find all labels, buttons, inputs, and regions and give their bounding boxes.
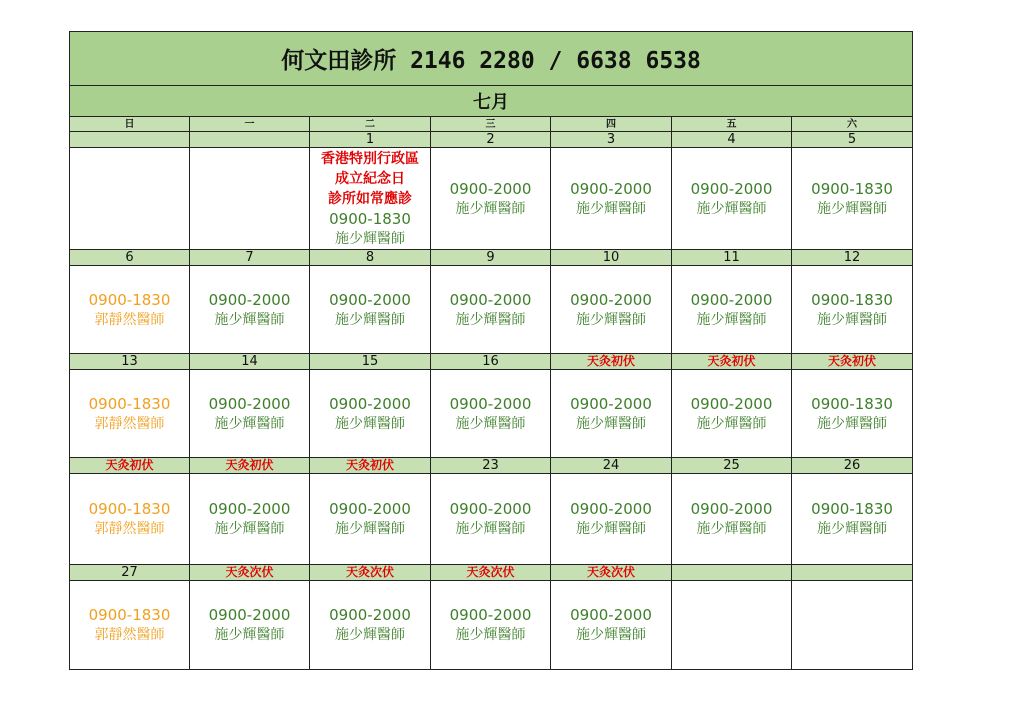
doctor-name: 郭靜然醫師 [94, 521, 165, 537]
date-number [190, 132, 310, 148]
doctor-name: 施少輝醫師 [335, 521, 405, 537]
day-cell [551, 581, 672, 670]
date-number [672, 565, 792, 581]
date-number: 25 [672, 458, 792, 474]
day-cell [431, 370, 551, 458]
date-number: 13 [70, 354, 190, 370]
clinic-hours: 0900-2000 [690, 290, 773, 309]
event-label: 天灸初伏 [792, 354, 913, 370]
clinic-hours: 0900-1830 [88, 290, 171, 309]
clinic-hours: 0900-2000 [570, 179, 652, 198]
date-number [792, 565, 913, 581]
date-number: 3 [551, 132, 672, 148]
doctor-name: 施少輝醫師 [335, 230, 405, 247]
clinic-hours: 0900-2000 [449, 179, 532, 198]
date-number: 23 [431, 458, 551, 474]
clinic-hours: 0900-2000 [449, 500, 532, 518]
date-number: 4 [672, 132, 792, 148]
clinic-hours: 0900-2000 [570, 290, 652, 309]
clinic-hours: 0900-1830 [88, 500, 171, 518]
date-row [70, 354, 913, 370]
doctor-name: 施少輝醫師 [696, 415, 767, 432]
doctor-name: 郭靜然醫師 [94, 311, 165, 328]
date-number: 26 [792, 458, 913, 474]
day-cell [792, 474, 913, 565]
clinic-hours: 0900-2000 [208, 606, 291, 624]
day-cell [190, 266, 310, 354]
day-cell [431, 148, 551, 250]
doctor-name: 施少輝醫師 [576, 415, 646, 432]
weekday-header: 三 [431, 117, 551, 132]
clinic-hours: 0900-1830 [811, 500, 893, 518]
doctor-name: 施少輝醫師 [455, 200, 526, 217]
date-number: 8 [310, 250, 431, 266]
day-cell [792, 266, 913, 354]
doctor-name: 施少輝醫師 [335, 415, 405, 432]
doctor-name: 施少輝醫師 [696, 311, 767, 328]
clinic-hours: 0900-2000 [449, 394, 532, 413]
day-cell [70, 474, 190, 565]
schedule-row [70, 266, 913, 354]
day-cell [792, 370, 913, 458]
doctor-name: 施少輝醫師 [576, 521, 646, 537]
date-number: 11 [672, 250, 792, 266]
event-label: 天灸初伏 [551, 354, 672, 370]
schedule-row [70, 148, 913, 250]
doctor-name: 施少輝醫師 [696, 521, 767, 537]
clinic-hours: 0900-1830 [88, 606, 171, 624]
doctor-name: 施少輝醫師 [214, 521, 285, 537]
doctor-name: 施少輝醫師 [214, 415, 285, 432]
day-cell [431, 581, 551, 670]
day-cell [551, 474, 672, 565]
weekday-header: 一 [190, 117, 310, 132]
event-label: 天灸初伏 [190, 458, 310, 474]
doctor-name: 施少輝醫師 [455, 311, 526, 328]
month-title: 七月 [70, 86, 913, 117]
event-label: 天灸初伏 [70, 458, 190, 474]
doctor-name: 郭靜然醫師 [94, 627, 165, 643]
doctor-name: 施少輝醫師 [696, 200, 767, 217]
date-number: 2 [431, 132, 551, 148]
event-label: 天灸次伏 [310, 565, 431, 581]
clinic-hours: 0900-1830 [811, 394, 893, 413]
clinic-hours: 0900-2000 [329, 290, 411, 309]
schedule-row [70, 474, 913, 565]
clinic-hours: 0900-2000 [329, 394, 411, 413]
day-cell [310, 581, 431, 670]
clinic-hours: 0900-2000 [208, 500, 291, 518]
doctor-name: 施少輝醫師 [455, 415, 526, 432]
clinic-hours: 0900-2000 [329, 606, 411, 624]
weekday-header: 四 [551, 117, 672, 132]
day-cell [551, 148, 672, 250]
doctor-name: 施少輝醫師 [817, 415, 888, 432]
holiday-note: 成立紀念日 [335, 170, 405, 187]
clinic-title: 何文田診所 2146 2280 / 6638 6538 [70, 32, 913, 86]
weekday-header-row [70, 117, 913, 132]
date-number: 14 [190, 354, 310, 370]
doctor-name: 施少輝醫師 [214, 311, 285, 328]
day-cell [190, 148, 310, 250]
day-cell [551, 266, 672, 354]
clinic-hours: 0900-1830 [88, 394, 171, 413]
event-label: 天灸次伏 [190, 565, 310, 581]
doctor-name: 施少輝醫師 [817, 200, 888, 217]
day-cell [792, 581, 913, 670]
doctor-name: 施少輝醫師 [455, 521, 526, 537]
day-cell [310, 266, 431, 354]
day-cell [190, 581, 310, 670]
date-number: 9 [431, 250, 551, 266]
date-number: 6 [70, 250, 190, 266]
clinic-hours: 0900-2000 [449, 606, 532, 624]
day-cell [792, 148, 913, 250]
schedule-row [70, 581, 913, 670]
day-cell [310, 474, 431, 565]
day-cell [672, 581, 792, 670]
day-cell [310, 370, 431, 458]
clinic-hours: 0900-1830 [329, 209, 411, 228]
day-cell [431, 266, 551, 354]
day-cell [551, 370, 672, 458]
day-cell [190, 474, 310, 565]
clinic-hours: 0900-2000 [208, 290, 291, 309]
doctor-name: 施少輝醫師 [817, 521, 888, 537]
holiday-note: 診所如常應診 [328, 190, 412, 207]
date-row [70, 458, 913, 474]
date-number: 24 [551, 458, 672, 474]
clinic-hours: 0900-2000 [690, 394, 773, 413]
date-row [70, 565, 913, 581]
event-label: 天灸初伏 [310, 458, 431, 474]
day-cell [70, 266, 190, 354]
date-number: 5 [792, 132, 913, 148]
clinic-hours: 0900-1830 [811, 290, 893, 309]
day-cell [310, 148, 431, 250]
doctor-name: 施少輝醫師 [576, 311, 646, 328]
date-number: 10 [551, 250, 672, 266]
day-cell [672, 474, 792, 565]
doctor-name: 施少輝醫師 [455, 627, 526, 643]
doctor-name: 郭靜然醫師 [94, 415, 165, 432]
date-number: 12 [792, 250, 913, 266]
weekday-header: 日 [70, 117, 190, 132]
weekday-header: 六 [792, 117, 913, 132]
day-cell [190, 370, 310, 458]
event-label: 天灸初伏 [672, 354, 792, 370]
day-cell [431, 474, 551, 565]
doctor-name: 施少輝醫師 [576, 627, 646, 643]
event-label: 天灸次伏 [551, 565, 672, 581]
doctor-name: 施少輝醫師 [335, 311, 405, 328]
clinic-hours: 0900-2000 [449, 290, 532, 309]
clinic-hours: 0900-2000 [570, 394, 652, 413]
clinic-hours: 0900-1830 [811, 179, 893, 198]
date-number: 15 [310, 354, 431, 370]
clinic-hours: 0900-2000 [570, 500, 652, 518]
date-row [70, 132, 913, 148]
date-number: 1 [310, 132, 431, 148]
clinic-hours: 0900-2000 [208, 394, 291, 413]
date-number: 7 [190, 250, 310, 266]
day-cell [672, 148, 792, 250]
date-number: 27 [70, 565, 190, 581]
event-label: 天灸次伏 [431, 565, 551, 581]
clinic-hours: 0900-2000 [690, 500, 773, 518]
clinic-hours: 0900-2000 [329, 500, 411, 518]
date-number [70, 132, 190, 148]
weekday-header: 二 [310, 117, 431, 132]
clinic-hours: 0900-2000 [690, 179, 773, 198]
clinic-calendar [69, 31, 913, 670]
doctor-name: 施少輝醫師 [576, 200, 646, 217]
date-number: 16 [431, 354, 551, 370]
weekday-header: 五 [672, 117, 792, 132]
clinic-hours: 0900-2000 [570, 606, 652, 624]
day-cell [70, 581, 190, 670]
day-cell [672, 266, 792, 354]
schedule-row [70, 370, 913, 458]
doctor-name: 施少輝醫師 [214, 627, 285, 643]
day-cell [70, 148, 190, 250]
holiday-note: 香港特別行政區 [321, 150, 419, 167]
day-cell [672, 370, 792, 458]
doctor-name: 施少輝醫師 [817, 311, 888, 328]
date-row [70, 250, 913, 266]
doctor-name: 施少輝醫師 [335, 627, 405, 643]
day-cell [70, 370, 190, 458]
